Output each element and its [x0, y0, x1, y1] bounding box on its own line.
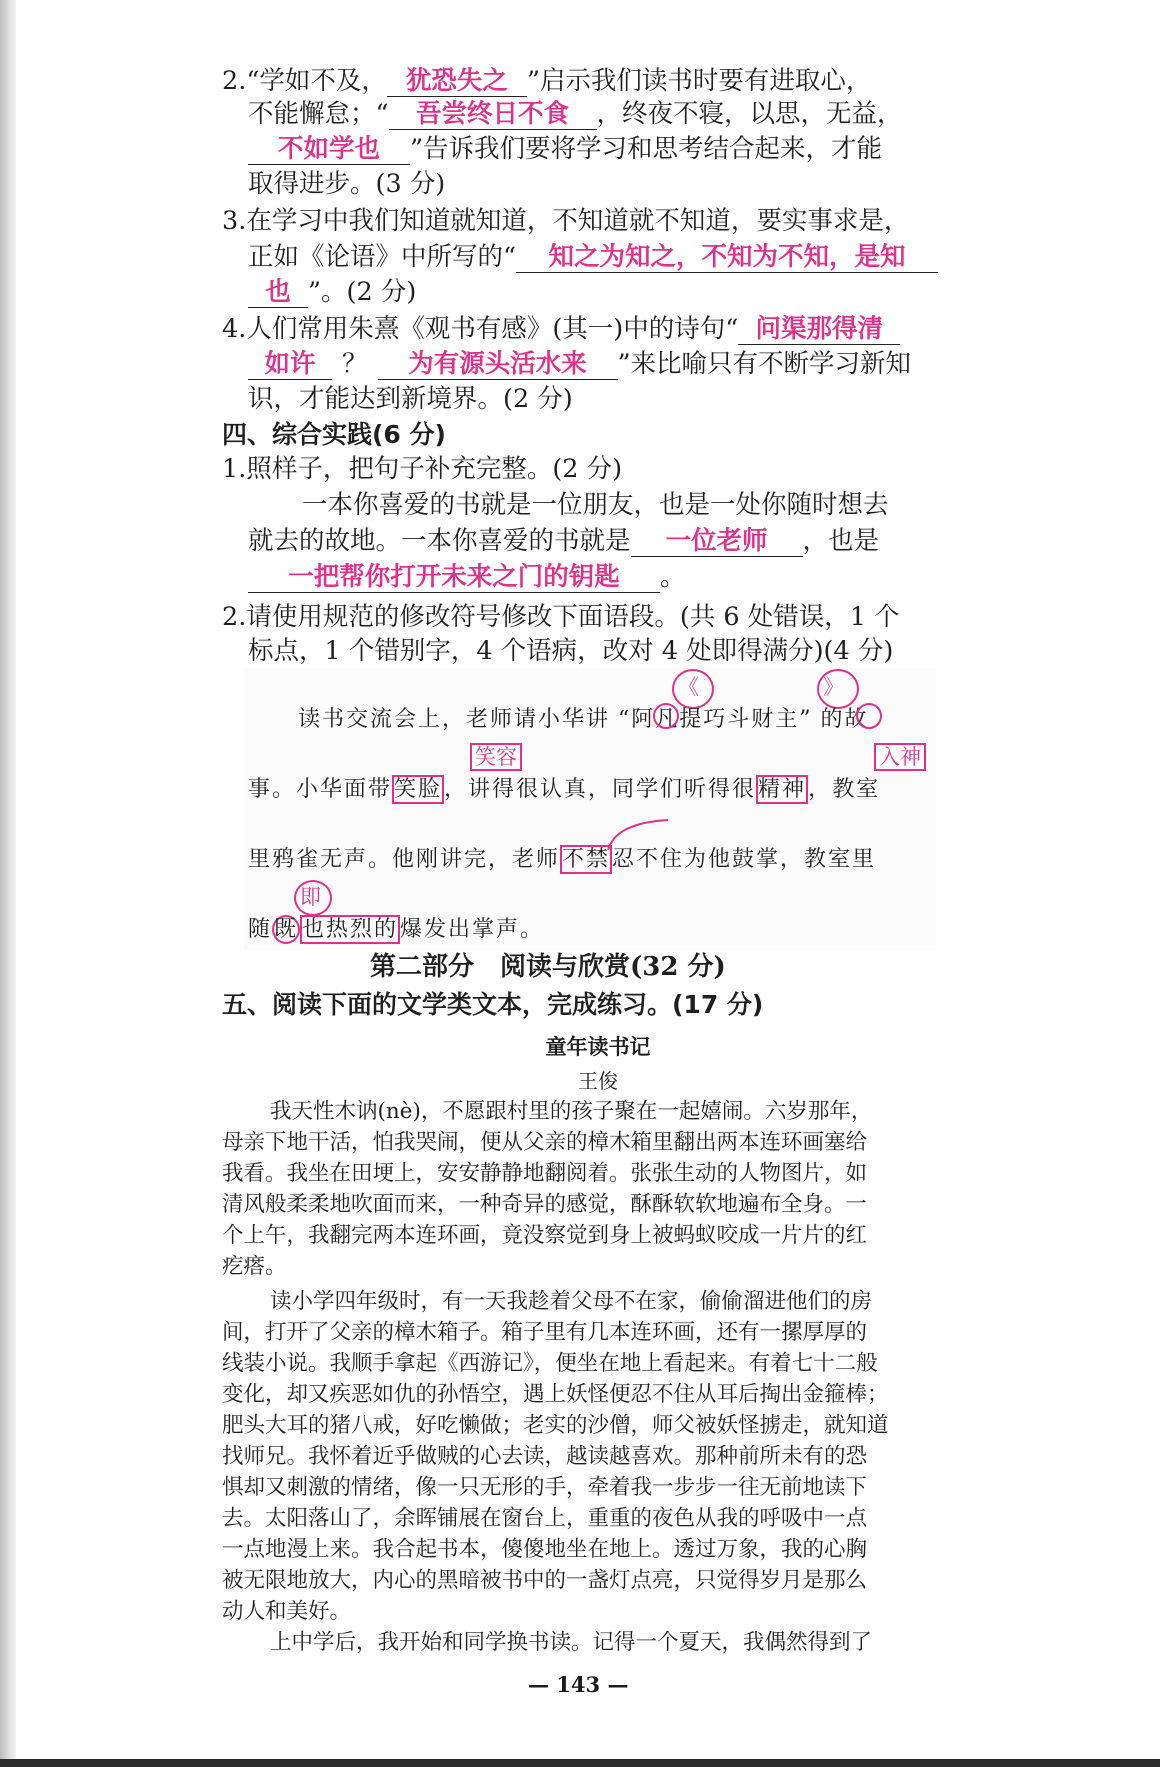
article-line: 变化，却又疾恶如仇的孙悟空，遇上妖怪便忍不住从耳后掏出金箍棒； [222, 1382, 889, 1407]
correction-ji: 即 [300, 885, 321, 909]
q4-line3: 识，才能达到新境界。(2 分) [248, 384, 573, 414]
section4-heading: 四、综合实践(6 分) [222, 420, 446, 449]
answer-blank: 不如学也 [248, 134, 410, 165]
answer-blank: 一位老师 [631, 526, 803, 557]
s4-q1-title: 1.照样子，把句子补充完整。(2 分) [222, 454, 623, 484]
article-line: 读小学四年级时，有一天我趁着父母不在家，偷偷溜进他们的房 [270, 1289, 873, 1314]
s4-q2-line1: 2.请使用规范的修改符号修改下面语段。(共 6 处错误，1 个 [222, 602, 900, 632]
q3-line1: 3.在学习中我们知道就知道，不知道就不知道，要实事求是， [222, 206, 910, 236]
q3-line2: 正如《论语》中所写的“ 知之为知之，不知为不知，是知 [248, 240, 938, 274]
article-line: 一点地漫上来。我合起书本，傻傻地坐在地上。透过万象，我的心胸 [222, 1537, 868, 1562]
q4-line2: 如许 ？ 为有源头活水来 ”来比喻只有不断学习新知 [248, 347, 911, 381]
answer-blank: 为有源头活水来 [378, 349, 618, 380]
article-line: 间，打开了父亲的樟木箱子。箱子里有几本连环画，还有一摞厚厚的 [222, 1320, 868, 1345]
article-line: 我天性木讷(nè)，不愿跟村里的孩子聚在一起嬉闹。六岁那年， [270, 1099, 873, 1124]
q2-line1: 2.“学如不及， 犹恐失之 ”启示我们读书时要有进取心， [222, 66, 872, 96]
correction-open-bracket: 《 [678, 675, 699, 699]
quote-circle [653, 703, 679, 729]
answer-blank: 一把帮你打开未来之门的钥匙 [248, 562, 660, 593]
q2-line4: 取得进步。(3 分) [248, 169, 446, 199]
s4-q1-line1: 一本你喜爱的书就是一位朋友，也是一处你随时想去 [302, 490, 889, 520]
answer-blank: 如许 [248, 349, 332, 380]
article-line: 动人和美好。 [222, 1599, 352, 1624]
page-edge-shadow [0, 0, 16, 1767]
correction-close-bracket: 》 [823, 675, 844, 699]
article-line: 惧却又刺激的情绪，像一只无形的手，牵着我一步步一往无前地读下 [222, 1475, 868, 1500]
s4-q1-line2: 就去的故地。一本你喜爱的书就是 一位老师 ，也是 [248, 526, 880, 556]
article-line: 线装小说。我顺手拿起《西游记》，便坐在地上看起来。有着七十二般 [222, 1351, 878, 1376]
answer-blank: 犹恐失之 [387, 66, 527, 97]
article-line: 被无限地放大，内心的黑暗被书中的一盏灯点亮，只觉得岁月是那么 [222, 1568, 868, 1593]
article-line: 我看。我坐在田埂上，安安静静地翻阅着。张张生动的人物图片，如 [222, 1161, 868, 1186]
passage-line3: 里鸦雀无声。他刚讲完，老师不禁忍不住为他鼓掌，教室里 [248, 847, 877, 872]
q2-line3: 不如学也 ”告诉我们要将学习和思考结合起来，才能 [248, 132, 882, 166]
article-author: 王俊 [578, 1069, 618, 1093]
section5-heading: 五、阅读下面的文学类文本，完成练习。(17 分) [222, 990, 764, 1019]
article-title: 童年读书记 [545, 1035, 651, 1059]
article-line: 母亲下地干活，怕我哭闹，便从父亲的樟木箱里翻出两本连环画塞给 [222, 1130, 868, 1155]
answer-blank: 知之为知之，不知为不知，是知 [516, 242, 938, 273]
correction-rusheng: 入神 [874, 744, 926, 770]
correction-smile: 笑容 [470, 744, 522, 770]
article-line: 去。太阳落山了，余晖铺展在窗台上，重重的夜色从我的呼吸中一点 [222, 1506, 868, 1531]
article-line: 疙瘩。 [222, 1254, 287, 1279]
passage-line1: 读书交流会上，老师请小华讲 “阿凡提巧斗财主” 的故 [298, 707, 869, 732]
passage-line4: 随既 也热烈的爆发出掌声。 [248, 917, 545, 942]
bottom-bar [0, 1759, 1160, 1767]
answer-blank: 吾尝终日不食 [389, 99, 597, 130]
answer-blank: 问渠那得清 [738, 314, 900, 345]
part2-heading: 第二部分 阅读与欣赏(32 分) [370, 952, 726, 982]
s4-q1-line3: 一把帮你打开未来之门的钥匙 。 [248, 560, 686, 594]
article-line: 清风般柔柔地吹面而来，一种奇异的感觉，酥酥软软地遍布全身。一 [222, 1192, 868, 1217]
s4-q2-line2: 标点，1 个错别字，4 个语病，改对 4 处即得满分)(4 分) [248, 636, 894, 666]
page-number: — 143 — [528, 1672, 629, 1697]
passage-line2: 事。小华面带笑脸，讲得很认真，同学们听得很精神，教室 [248, 777, 881, 802]
quote-circle [856, 703, 882, 729]
article-line: 上中学后，我开始和同学换书读。记得一个夏天，我偶然得到了 [270, 1630, 873, 1655]
q4-line1: 4.人们常用朱熹《观书有感》(其一)中的诗句“ 问渠那得清 [222, 312, 900, 346]
answer-blank: 也 [248, 277, 308, 308]
q2-line2: 不能懈怠；“ 吾尝终日不食 ，终夜不寝，以思，无益， [248, 99, 903, 129]
q3-line3: 也 ”。(2 分) [248, 275, 416, 309]
article-line: 个上午，我翻完两本连环画，竟没察觉到身上被蚂蚁咬成一片片的红 [222, 1223, 868, 1248]
article-line: 找师兄。我怀着近乎做贼的心去读，越读越喜欢。那种前所未有的恐 [222, 1444, 868, 1469]
article-line: 肥头大耳的猪八戒，好吃懒做；老实的沙僧，师父被妖怪掳走，就知道 [222, 1413, 889, 1438]
